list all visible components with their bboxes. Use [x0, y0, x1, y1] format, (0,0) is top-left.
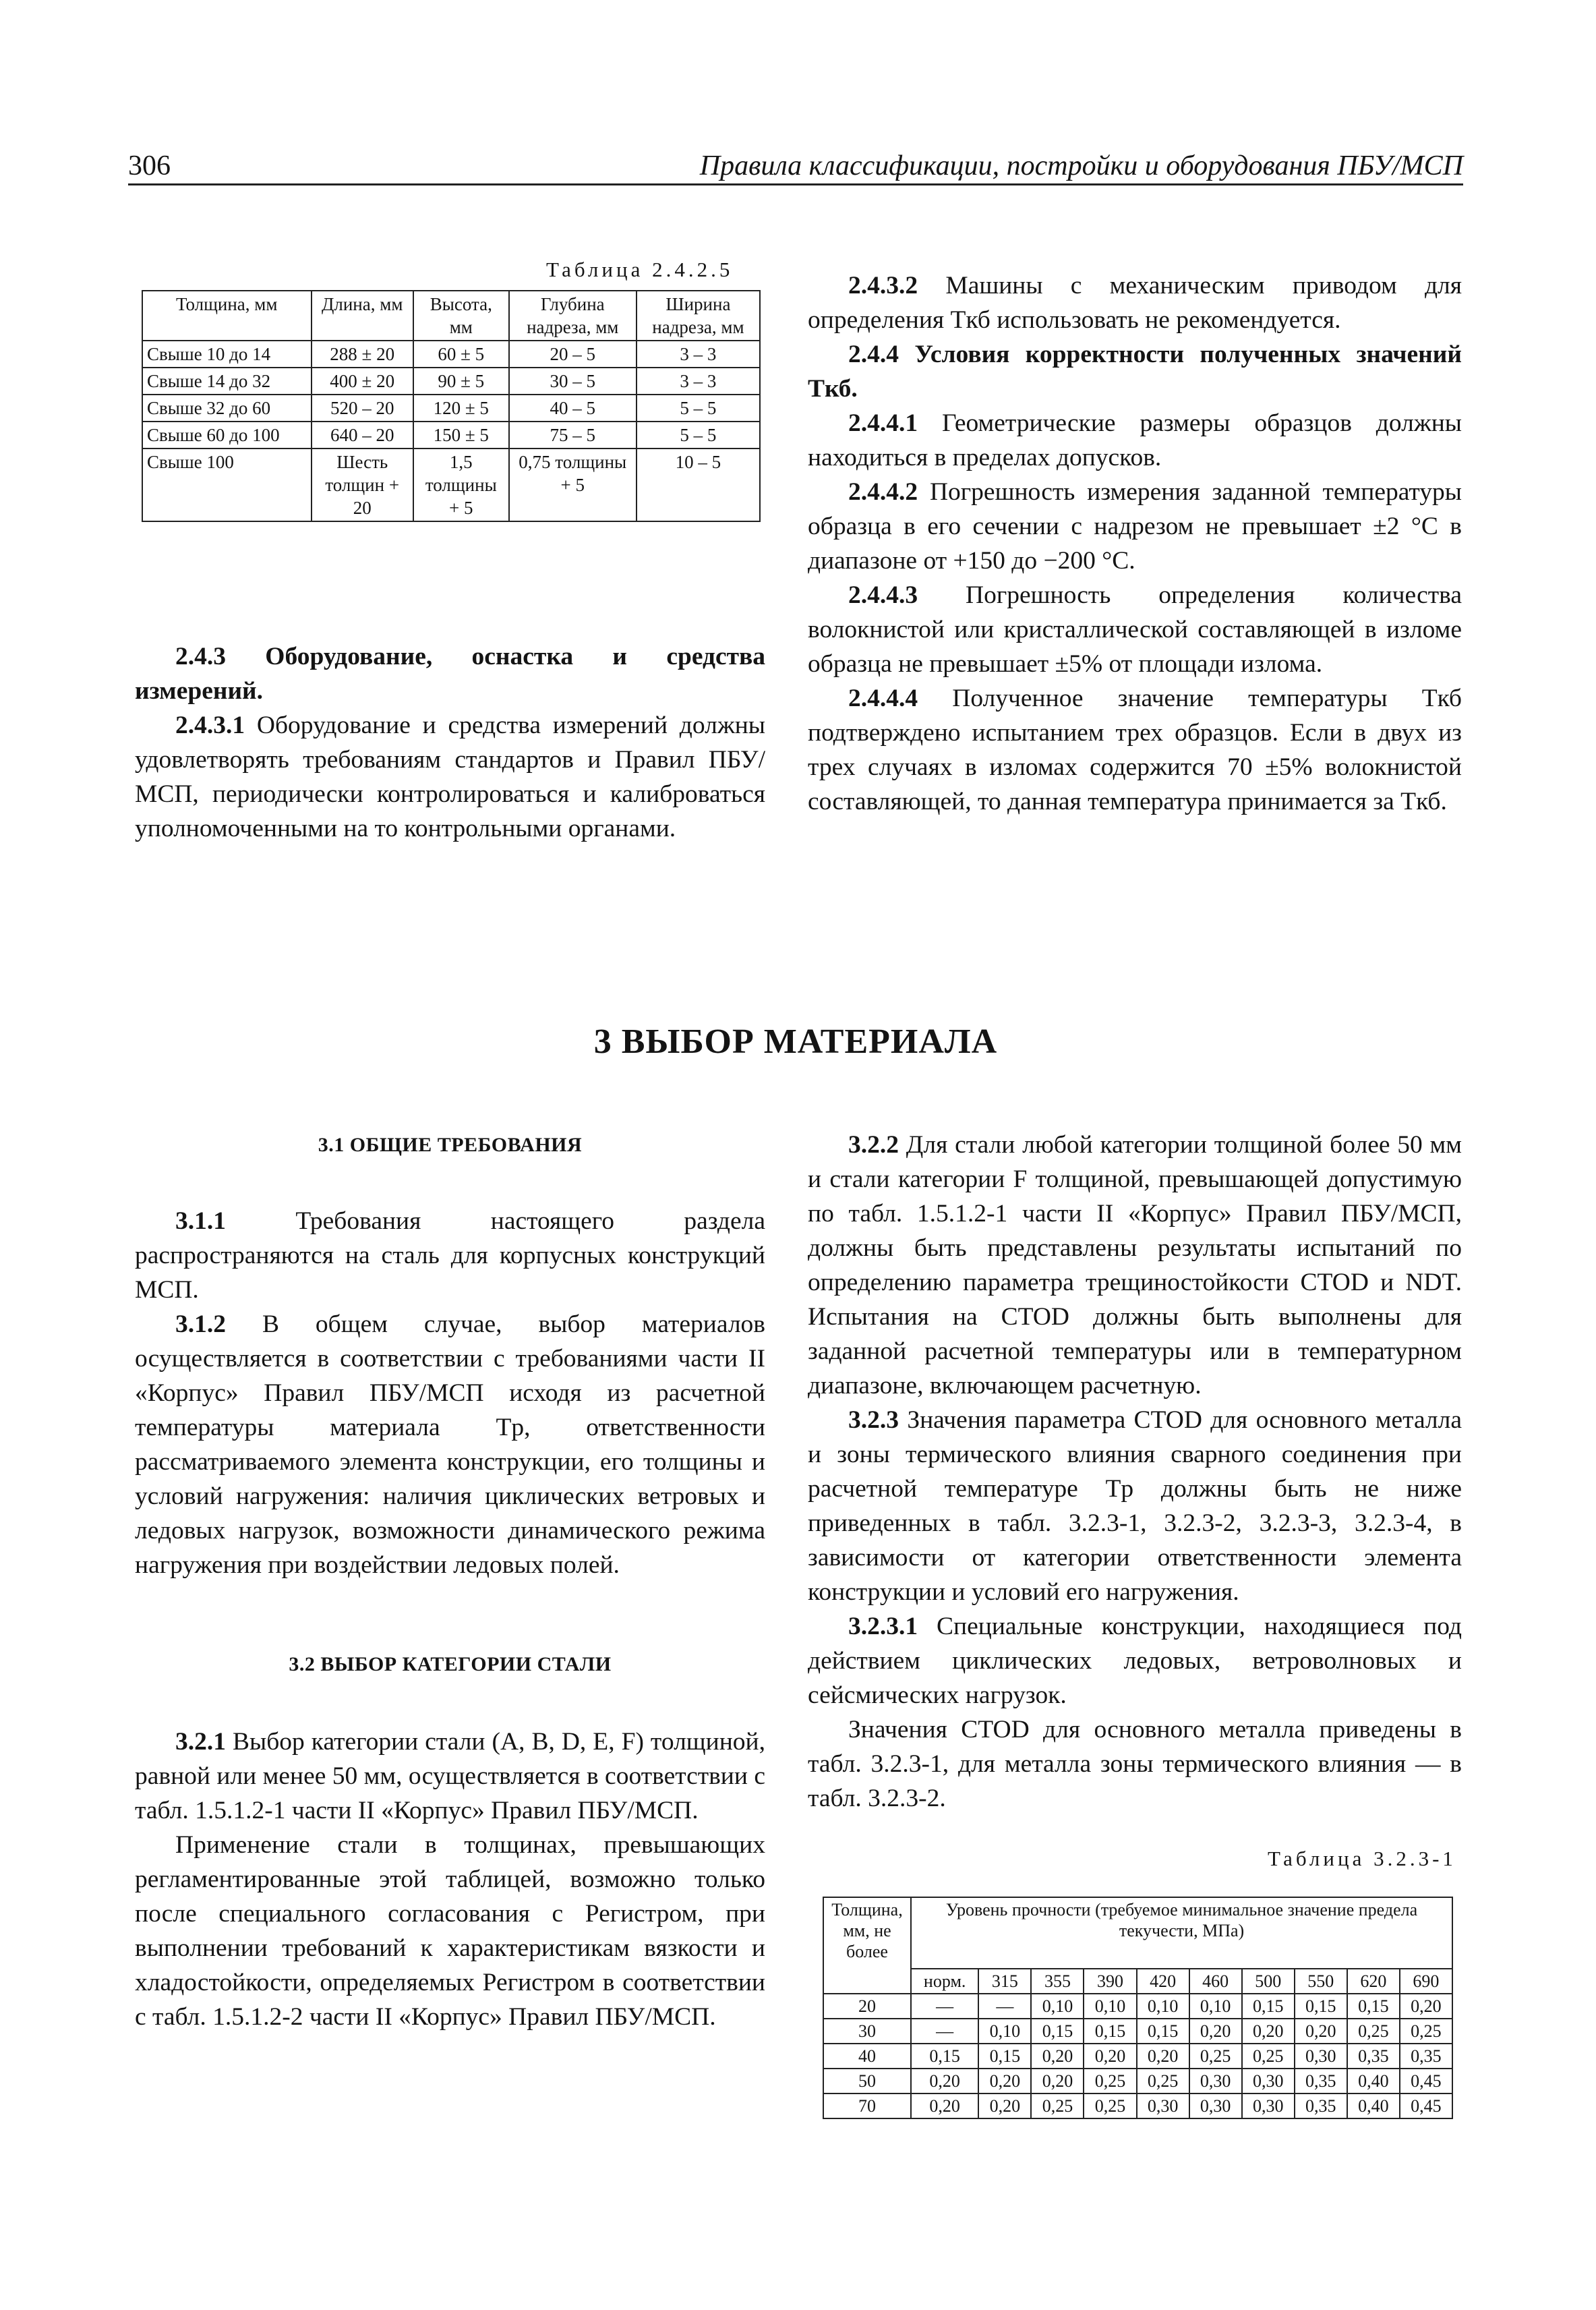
table-3231-caption: Таблица 3.2.3-1	[1268, 1847, 1456, 1870]
table-cell: 0,25	[1347, 2019, 1400, 2044]
table-cell: 0,10	[1084, 1994, 1136, 2019]
table-header-cell: норм.	[911, 1969, 978, 1994]
table-header-row	[823, 1969, 1452, 1994]
subsection-heading-3-2: 3.2 ВЫБОР КАТЕГОРИИ СТАЛИ	[289, 1653, 612, 1675]
table-cell: 20	[823, 1994, 911, 2019]
table-header-cell: Толщина, мм, не более	[823, 1897, 911, 1994]
table-cell: 0,30	[1295, 2044, 1347, 2069]
table-cell: 0,15	[1137, 2019, 1189, 2044]
table-cell: 0,25	[1137, 2069, 1189, 2094]
table-cell: 0,45	[1400, 2069, 1452, 2094]
left-column-bottom	[135, 1128, 765, 2034]
paragraph-2-4-4-1: 2.4.4.1 Геометрические размеры образцов должны находиться в пределах допусков.	[808, 409, 1462, 471]
table-cell: 520 – 20	[312, 395, 413, 422]
section-title: 3 ВЫБОР МАТЕРИАЛА	[593, 1022, 998, 1061]
table-cell: 0,20	[1137, 2044, 1189, 2069]
table-cell: Свыше 32 до 60	[142, 395, 312, 422]
paragraph-2-4-4-3: 2.4.4.3 Погрешность определения количества волокнистой или кристаллической составляющей в изломе образца не превышает ±5% от площади излома.	[808, 581, 1462, 678]
table-cell: 0,20	[1084, 2044, 1136, 2069]
table-header-cell: Высота, мм	[413, 291, 509, 341]
table-cell: 0,30	[1189, 2069, 1242, 2094]
table-header-cell: 690	[1400, 1969, 1452, 1994]
table-cell: 0,20	[1031, 2044, 1084, 2069]
table-cell: —	[978, 1994, 1031, 2019]
table-cell: 0,40	[1347, 2094, 1400, 2118]
table-cell: 0,15	[1031, 2019, 1084, 2044]
paragraph-3-2-3-1: 3.2.3.1 Специальные конструкции, находящиеся под действием циклических ледовых, ветроволновых и сейсмических нагрузок.	[808, 1613, 1462, 1709]
table-cell: 0,15	[911, 2044, 978, 2069]
header-rule	[128, 183, 1463, 185]
table-cell: 0,45	[1400, 2094, 1452, 2118]
table-header-cell: 355	[1031, 1969, 1084, 1994]
table-cell: 0,10	[1137, 1994, 1189, 2019]
paragraph-2-4-3-1: 2.4.3.1 Оборудование и средства измерений должны удовлетворять требованиям стандартов и Правил ПБУ/МСП, периодически контролироваться и калиброваться уполномоченными на то контрольными органами.	[135, 712, 765, 842]
table-cell: 0,20	[911, 2069, 978, 2094]
paragraph-3-2-2: 3.2.2 Для стали любой категории толщиной более 50 мм и стали категории F толщиной, превышающей допустимую по табл. 1.5.1.2-1 части II «Корпус» Правил ПБУ/МСП, должны быть представлены результаты испытаний по определению параметра трещиностойкости CTOD и NDT. Испытания на CTOD должны быть выполнены для заданной расчетной температуры или в температурном диапазоне, включающем расчетную.	[808, 1131, 1462, 1399]
table-cell: 0,10	[978, 2019, 1031, 2044]
table-cell: 75 – 5	[509, 422, 637, 449]
table-header-cell: 460	[1189, 1969, 1242, 1994]
table-cell: 0,35	[1295, 2094, 1347, 2118]
paragraph-2-4-4-4: 2.4.4.4 Полученное значение температуры Tкб подтверждено испытанием трех образцов. Если в двух из трех случаях в изломах содержится 70 ±5% волокнистой составляющей, то данная температура принимается за Tкб.	[808, 685, 1462, 815]
table-cell: 0,25	[1242, 2044, 1295, 2069]
table-cell: 400 ± 20	[312, 368, 413, 395]
table-cell: —	[911, 1994, 978, 2019]
paragraph-ctod: Значения CTOD для основного металла приведены в табл. 3.2.3-1, для металла зоны термического влияния — в табл. 3.2.3-2.	[808, 1716, 1462, 1812]
table-cell: 0,15	[1347, 1994, 1400, 2019]
table-header-cell: Уровень прочности (требуемое минимальное значение предела текучести, МПа)	[911, 1897, 1452, 1969]
table-cell: 40 – 5	[509, 395, 637, 422]
table-cell: 10 – 5	[637, 449, 760, 521]
table-2425-caption: Таблица 2.4.2.5	[546, 258, 734, 281]
table-cell: 120 ± 5	[413, 395, 509, 422]
table-2425	[142, 290, 761, 522]
table-header-cell: 550	[1295, 1969, 1347, 1994]
table-cell: 60 ± 5	[413, 341, 509, 368]
paragraph-3-2-3: 3.2.3 Значения параметра CTOD для основного металла и зоны термического влияния сварного соединения при расчетной температуре Tр должны быть не ниже приведенных в табл. 3.2.3-1, 3.2.3-2, 3.2.3-3, 3.2.3-4, в зависимости от категории ответственности элемента конструкции и условий его нагружения.	[808, 1406, 1462, 1606]
table-cell: 0,75 толщины + 5	[509, 449, 637, 521]
table-row	[142, 368, 760, 395]
table-cell: 1,5 толщины + 5	[413, 449, 509, 521]
table-cell: 0,20	[1242, 2019, 1295, 2044]
table-cell: 0,25	[1084, 2094, 1136, 2118]
table-row	[823, 2094, 1452, 2118]
table-row	[142, 341, 760, 368]
table-cell: 0,15	[1295, 1994, 1347, 2019]
table-cell: 0,30	[1242, 2069, 1295, 2094]
table-cell: 20 – 5	[509, 341, 637, 368]
table-cell: 640 – 20	[312, 422, 413, 449]
table-cell: 0,25	[1031, 2094, 1084, 2118]
table-cell: 5 – 5	[637, 395, 760, 422]
page-number: 306	[128, 150, 171, 181]
table-header-cell: 420	[1137, 1969, 1189, 1994]
table-row	[142, 422, 760, 449]
subsection-heading-3-1: 3.1 ОБЩИЕ ТРЕБОВАНИЯ	[318, 1134, 583, 1156]
table-row	[823, 1994, 1452, 2019]
table-cell: 0,10	[1031, 1994, 1084, 2019]
table-cell: 5 – 5	[637, 422, 760, 449]
table-cell: 0,15	[1084, 2019, 1136, 2044]
paragraph-2-4-3-2: 2.4.3.2 Машины с механическим приводом для определения Tкб использовать не рекомендуется.	[808, 272, 1462, 334]
table-row	[142, 395, 760, 422]
table-header-cell: Ширина надреза, мм	[637, 291, 760, 341]
table-header-cell: 390	[1084, 1969, 1136, 1994]
table-cell: 0,35	[1347, 2044, 1400, 2069]
table-cell: Шесть толщин + 20	[312, 449, 413, 521]
table-row	[823, 2019, 1452, 2044]
running-title: Правила классификации, постройки и оборудования ПБУ/МСП	[699, 150, 1463, 181]
right-column-bottom	[808, 1128, 1462, 1816]
table-header-cell: Длина, мм	[312, 291, 413, 341]
table-header-row	[142, 291, 760, 341]
table-cell: 3 – 3	[637, 341, 760, 368]
paragraph-3-2-1: 3.2.1 Выбор категории стали (A, B, D, E, F) толщиной, равной или менее 50 мм, осуществляется в соответствии с табл. 1.5.1.2-1 части II «Корпус» Правил ПБУ/МСП.	[135, 1728, 765, 1824]
table-cell: 0,20	[1400, 1994, 1452, 2019]
table-cell: 70	[823, 2094, 911, 2118]
table-cell: 0,20	[1295, 2019, 1347, 2044]
table-header-cell: 620	[1347, 1969, 1400, 1994]
table-cell: —	[911, 2019, 978, 2044]
table-cell: 0,20	[1031, 2069, 1084, 2094]
table-cell: 0,35	[1295, 2069, 1347, 2094]
table-header-row	[823, 1897, 1452, 1969]
table-cell: 0,30	[1137, 2094, 1189, 2118]
right-column-top	[808, 268, 1462, 819]
table-cell: 0,25	[1084, 2069, 1136, 2094]
left-column-top	[135, 639, 765, 846]
table-cell: 0,25	[1400, 2019, 1452, 2044]
table-row	[142, 449, 760, 521]
table-cell: 150 ± 5	[413, 422, 509, 449]
table-cell: 0,15	[978, 2044, 1031, 2069]
table-cell: Свыше 14 до 32	[142, 368, 312, 395]
table-header-cell: Глубина надреза, мм	[509, 291, 637, 341]
table-cell: Свыше 60 до 100	[142, 422, 312, 449]
table-cell: 0,30	[1189, 2094, 1242, 2118]
table-cell: Свыше 10 до 14	[142, 341, 312, 368]
table-header-cell: 315	[978, 1969, 1031, 1994]
table-cell: 0,15	[1242, 1994, 1295, 2019]
table-row	[823, 2044, 1452, 2069]
table-cell: 40	[823, 2044, 911, 2069]
table-header-cell: Толщина, мм	[142, 291, 312, 341]
table-cell: 0,40	[1347, 2069, 1400, 2094]
table-cell: 288 ± 20	[312, 341, 413, 368]
paragraph-3-1-1: 3.1.1 Требования настоящего раздела распространяются на сталь для корпусных конструкций МСП.	[135, 1207, 766, 1304]
table-cell: 50	[823, 2069, 911, 2094]
table-row	[823, 2069, 1452, 2094]
section-heading-2-4-3: 2.4.3 Оборудование, оснастка и средства измерений.	[135, 643, 766, 705]
table-cell: 0,25	[1189, 2044, 1242, 2069]
table-cell: 0,10	[1189, 1994, 1242, 2019]
table-cell: 0,35	[1400, 2044, 1452, 2069]
table-header-cell: 500	[1242, 1969, 1295, 1994]
paragraph-3-1-2: 3.1.2 В общем случае, выбор материалов осуществляется в соответствии с требованиями части II «Корпус» Правил ПБУ/МСП исходя из расчетной температуры материала Tр, ответственности рассматриваемого элемента конструкции, его толщины и условий нагружения: наличия циклических ветровых и ледовых нагрузок, возможности динамического режима нагружения при воздействии ледовых полей.	[135, 1310, 765, 1579]
paragraph-2-4-4-2: 2.4.4.2 Погрешность измерения заданной температуры образца в его сечении с надрезом не превышает ±2 °C в диапазоне от +150 до −200 °C.	[808, 478, 1462, 575]
table-cell: 0,20	[978, 2069, 1031, 2094]
section-heading-2-4-4: 2.4.4 Условия корректности полученных значений Tкб.	[808, 341, 1462, 403]
table-cell: 30	[823, 2019, 911, 2044]
table-cell: 3 – 3	[637, 368, 760, 395]
table-cell: 0,20	[911, 2094, 978, 2118]
table-cell: 0,30	[1242, 2094, 1295, 2118]
table-cell: 0,20	[1189, 2019, 1242, 2044]
table-3231	[823, 1897, 1453, 2119]
table-cell: 30 – 5	[509, 368, 637, 395]
table-cell: Свыше 100	[142, 449, 312, 521]
table-cell: 90 ± 5	[413, 368, 509, 395]
table-cell: 0,20	[978, 2094, 1031, 2118]
paragraph-application: Применение стали в толщинах, превышающих регламентированные этой таблицей, возможно только после специального согласования с Регистром, при выполнении требований к характеристикам вязкости и хладостойкости, определяемых Регистром в соответствии с табл. 1.5.1.2-2 части II «Корпус» Правил ПБУ/МСП.	[135, 1831, 765, 2031]
